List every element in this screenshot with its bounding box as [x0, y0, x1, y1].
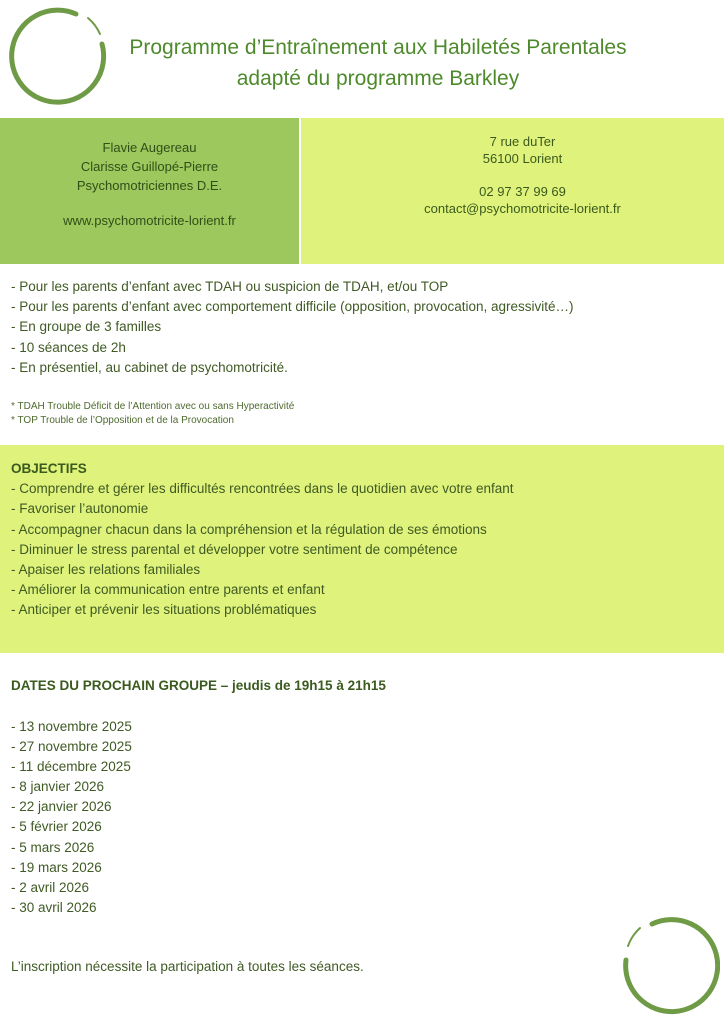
website-link[interactable]: www.psychomotricite-lorient.fr	[63, 213, 236, 228]
ring-icon	[612, 916, 720, 1022]
practitioner-name-2: Clarisse Guillopé-Pierre	[80, 159, 219, 174]
date-item: - 5 février 2026	[11, 819, 102, 835]
list-item: - Favoriser l’autonomie	[11, 501, 149, 517]
objectives-section	[0, 445, 724, 653]
contact-panel	[301, 118, 724, 264]
page-title	[0, 32, 724, 94]
objectives-heading: OBJECTIFS	[11, 461, 87, 476]
list-item: - En groupe de 3 familles	[11, 319, 162, 335]
footnotes	[11, 400, 711, 428]
footnote: * TOP Trouble de l’Opposition et de la Provocation	[11, 415, 234, 426]
list-item: - En présentiel, au cabinet de psychomotricité.	[11, 359, 288, 375]
phone-number[interactable]: 02 97 37 99 69	[479, 184, 566, 199]
list-item: - Anticiper et prévenir les situations problématiques	[11, 602, 317, 618]
practitioner-name-1: Flavie Augereau	[102, 140, 197, 155]
list-item: - Apaiser les relations familiales	[11, 562, 201, 578]
list-item: - Diminuer le stress parental et développer votre sentiment de compétence	[11, 541, 458, 557]
practitioners-panel	[0, 118, 299, 264]
footnote: * TDAH Trouble Déficit de l’Attention avec ou sans Hyperactivité	[11, 401, 295, 412]
date-item: - 5 mars 2026	[11, 839, 95, 855]
email-link[interactable]: contact@psychomotricite-lorient.fr	[424, 201, 621, 216]
dates-heading: DATES DU PROCHAIN GROUPE – jeudis de 19h15 à 21h15	[11, 678, 386, 693]
date-item: - 22 janvier 2026	[11, 799, 112, 815]
list-item: - Améliorer la communication entre parents et enfant	[11, 582, 325, 598]
date-item: - 13 novembre 2025	[11, 719, 132, 734]
date-item: - 27 novembre 2025	[11, 739, 132, 755]
list-item: - Pour les parents d’enfant avec comportement difficile (opposition, provocation, agressivité…)	[11, 299, 574, 315]
list-item: - 10 séances de 2h	[11, 339, 126, 355]
date-item: - 19 mars 2026	[11, 859, 102, 875]
dates-list	[11, 717, 132, 918]
list-item: - Comprendre et gérer les difficultés rencontrées dans le quotidien avec votre enfant	[11, 481, 514, 497]
address-street: 7 rue duTer	[489, 134, 556, 149]
date-item: - 11 décembre 2025	[11, 759, 131, 775]
practitioner-role: Psychomotriciennes D.E.	[76, 178, 223, 193]
date-item: - 30 avril 2026	[11, 899, 97, 915]
title-line-2: adapté du programme Barkley	[236, 67, 520, 90]
registration-note: L’inscription nécessite la participation à toutes les séances.	[11, 959, 364, 974]
list-item: - Pour les parents d’enfant avec TDAH ou suspicion de TDAH, et/ou TOP	[11, 279, 449, 294]
title-line-1: Programme d’Entraînement aux Habiletés Parentales	[129, 36, 627, 59]
audience-list	[11, 277, 711, 378]
date-item: - 2 avril 2026	[11, 879, 90, 895]
date-item: - 8 janvier 2026	[11, 779, 105, 795]
list-item: - Accompagner chacun dans la compréhension et la régulation de ses émotions	[11, 521, 487, 537]
address-city: 56100 Lorient	[482, 151, 563, 166]
